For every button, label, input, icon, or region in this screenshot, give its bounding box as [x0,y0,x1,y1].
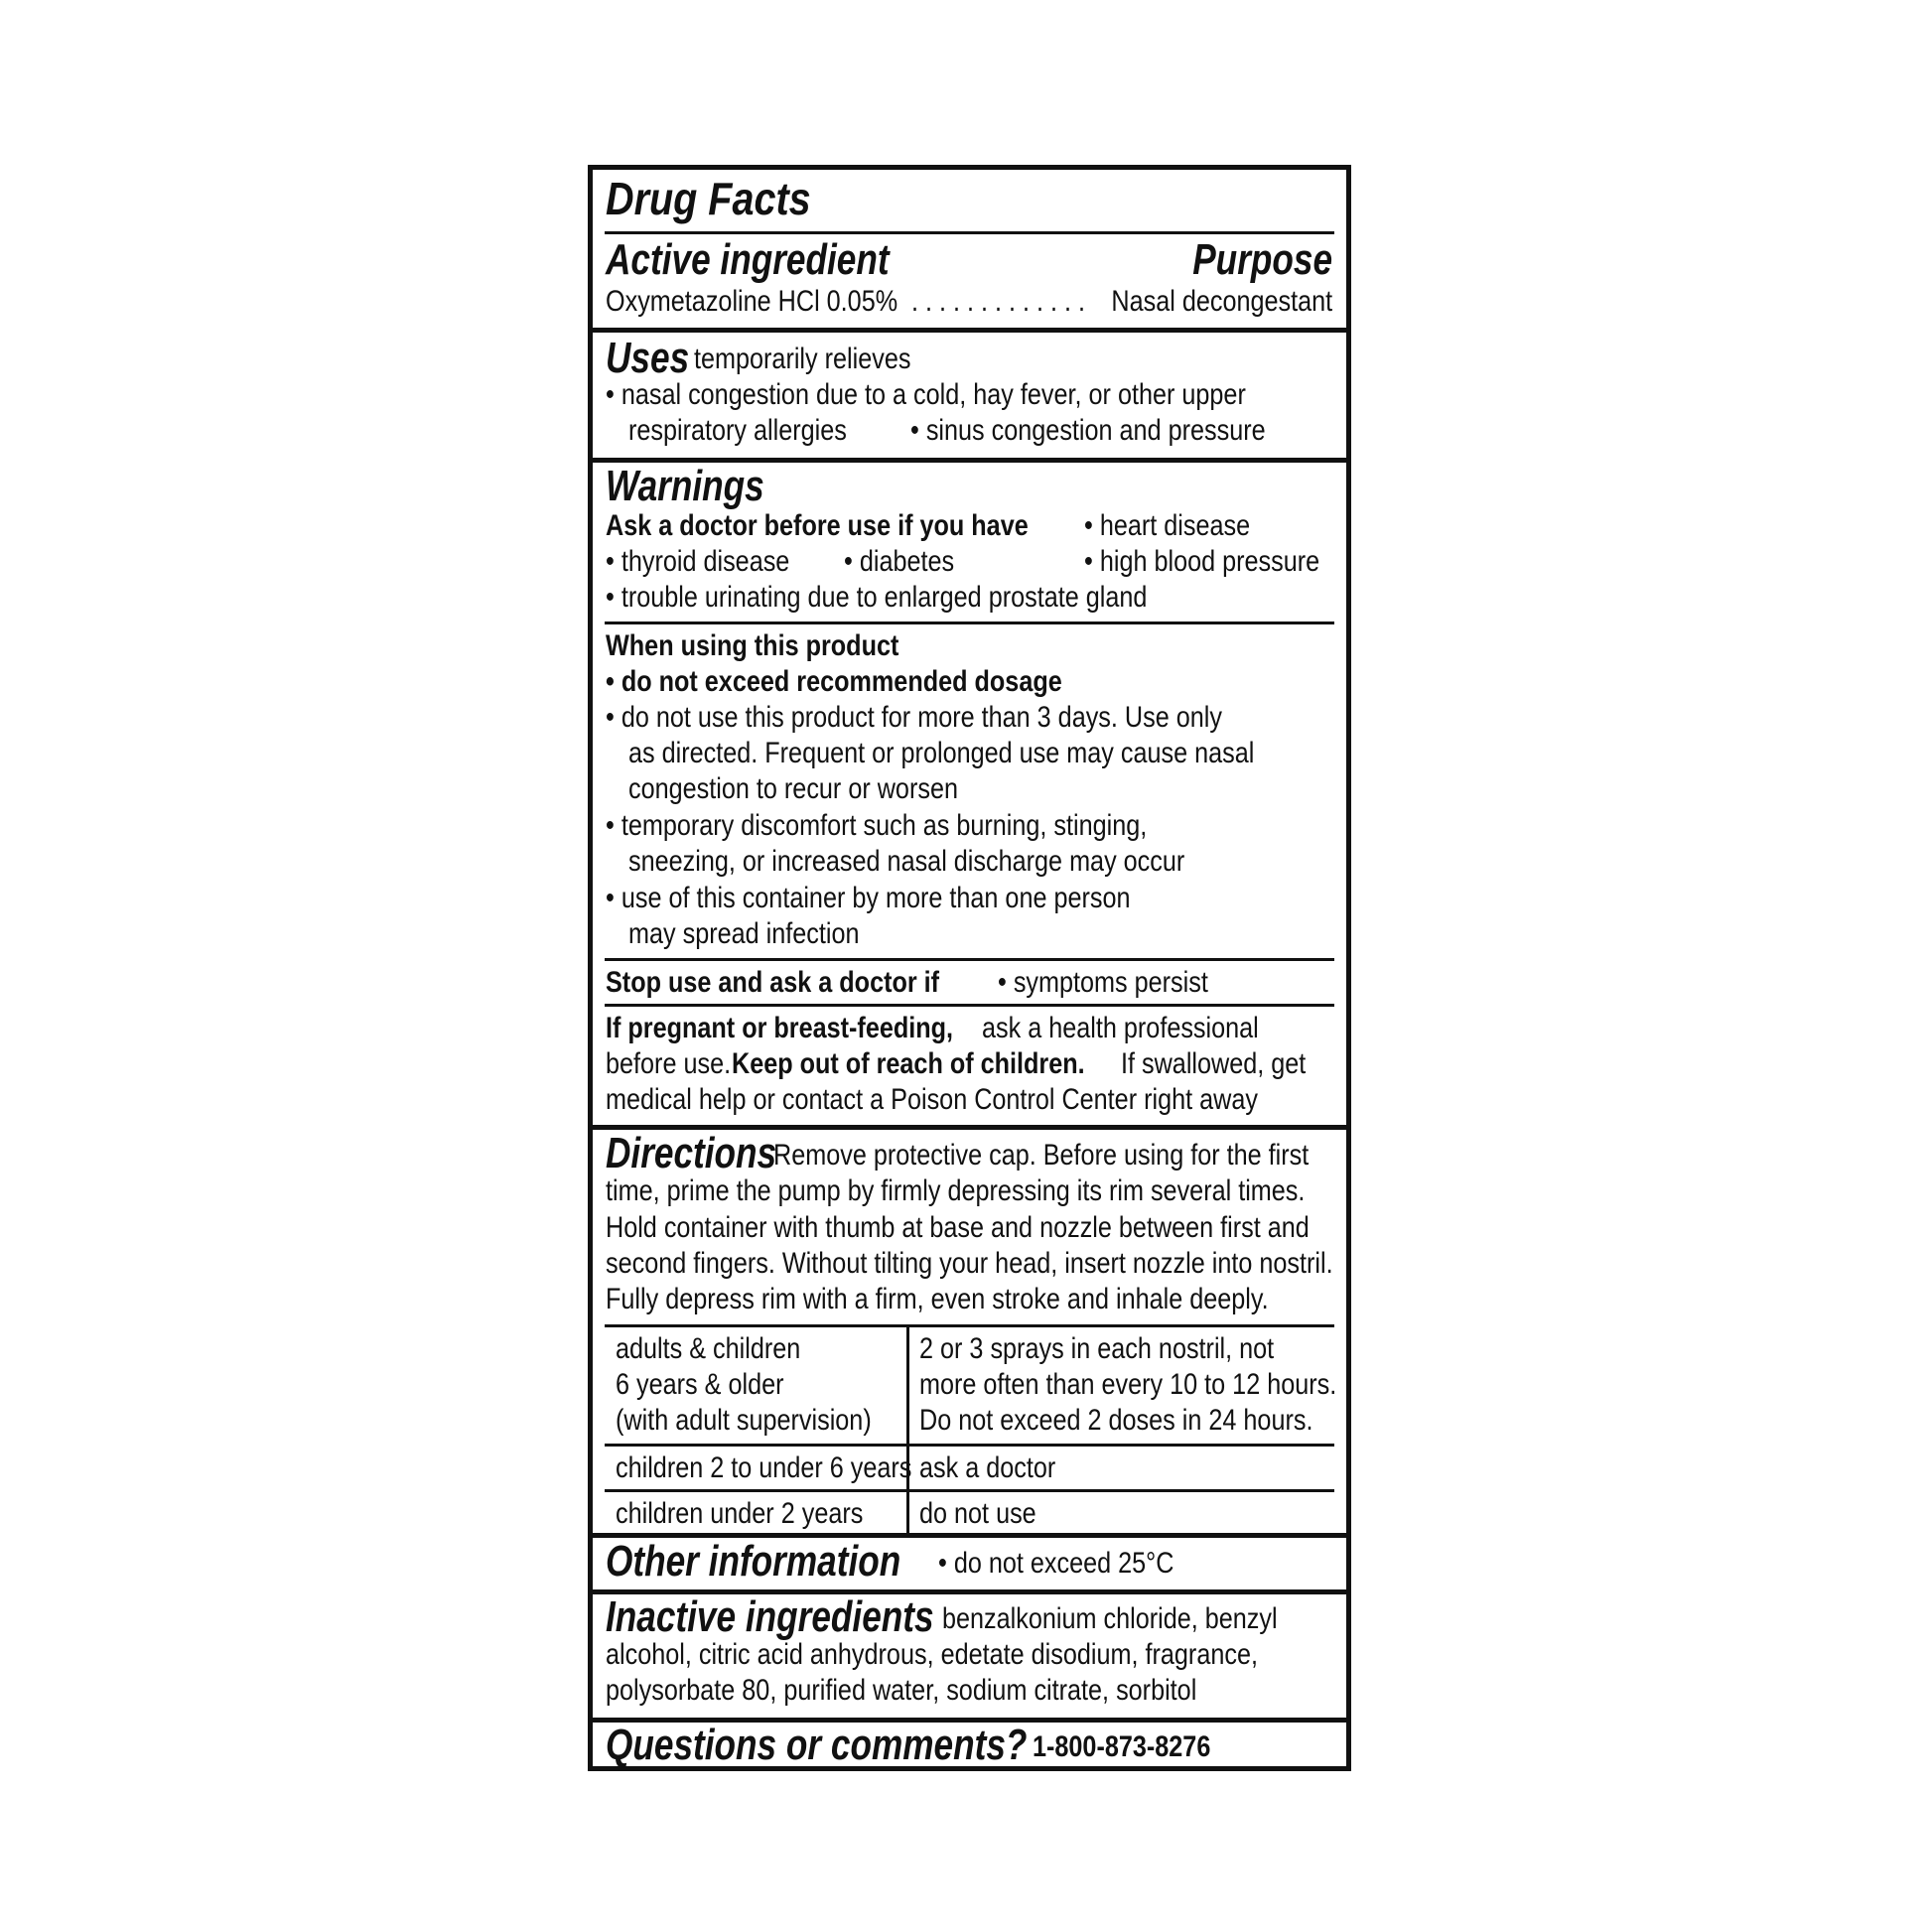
active-divider [593,328,1346,333]
active-ingredient-name: Oxymetazoline HCl 0.05% [606,285,898,318]
title-divider [605,231,1334,234]
when-using-item-2-cont-1: as directed. Frequent or prolonged use may cause nasal [628,737,1255,769]
when-using-item-3-cont: sneezing, or increased nasal discharge may occur [628,845,1185,878]
when-using-item-4-cont: may spread infection [628,917,860,950]
stop-use-heading: Stop use and ask a doctor if [606,966,940,999]
warning-blood-pressure: • high blood pressure [1084,545,1320,578]
warning-diabetes: • diabetes [844,545,955,578]
uses-item-1-cont: respiratory allergies [628,414,847,447]
questions-phone: 1-800-873-8276 [1033,1730,1211,1763]
ask-doctor-heading: Ask a doctor before use if you have [606,509,1029,542]
purpose-heading: Purpose [1192,235,1332,284]
directions-line-1: Remove protective cap. Before using for the first [773,1139,1310,1172]
directions-line-2: time, prime the pump by firmly depressing its rim several times. [606,1174,1306,1207]
when-using-heading: When using this product [606,629,899,662]
inactive-ingredients-line-3: polysorbate 80, purified water, sodium citrate, sorbitol [606,1674,1197,1707]
keep-out-of-reach: Keep out of reach of children. [732,1047,1085,1080]
inactive-ingredients-heading: Inactive ingredients [606,1592,934,1641]
when-using-item-1: • do not exceed recommended dosage [606,665,1062,698]
inactive-ingredients-line-1: benzalkonium chloride, benzyl [942,1602,1278,1635]
dosage-row-1-dose-1: 2 or 3 sprays in each nostril, not [919,1332,1275,1365]
swallowed-text: If swallowed, get [1121,1047,1307,1080]
directions-line-3: Hold container with thumb at base and nozzle between first and [606,1211,1310,1244]
warnings-divider-1 [605,621,1334,624]
warning-heart-disease: • heart disease [1084,509,1251,542]
active-ingredient-purpose: Nasal decongestant [1111,285,1332,318]
dosage-row-2-dose: ask a doctor [919,1451,1056,1484]
active-ingredient-leader: . . . . . . . . . . . . . [911,285,1086,318]
uses-item-2: • sinus congestion and pressure [910,414,1266,447]
uses-item-1: • nasal congestion due to a cold, hay fever, or other upper [606,378,1246,411]
dosage-row-1-age-2: 6 years & older [616,1368,784,1401]
uses-intro: temporarily relieves [694,343,911,375]
warnings-divider-2 [605,958,1334,961]
when-using-item-2: • do not use this product for more than 3 days. Use only [606,701,1222,734]
dosage-table-column-divider [906,1324,909,1533]
when-using-item-2-cont-2: congestion to recur or worsen [628,772,958,805]
warning-prostate: • trouble urinating due to enlarged prostate gland [606,581,1148,614]
warnings-heading: Warnings [606,462,764,510]
other-information-item: • do not exceed 25°C [938,1547,1174,1580]
pregnant-heading: If pregnant or breast-feeding, [606,1012,954,1044]
dosage-row-1-age-3: (with adult supervision) [616,1404,872,1437]
warning-thyroid: • thyroid disease [606,545,790,578]
directions-line-5: Fully depress rim with a firm, even stroke and inhale deeply. [606,1283,1269,1315]
pregnant-text: ask a health professional [982,1012,1259,1044]
dosage-row-3-dose: do not use [919,1497,1036,1530]
dosage-row-divider-2 [605,1489,1334,1492]
when-using-item-4: • use of this container by more than one person [606,882,1131,914]
before-use-text: before use. [606,1047,732,1080]
dosage-row-2-age: children 2 to under 6 years [616,1451,912,1484]
drug-facts-panel [588,165,1351,1771]
stop-use-item: • symptoms persist [998,966,1208,999]
dosage-row-1-age-1: adults & children [616,1332,801,1365]
warnings-divider-3 [605,1004,1334,1007]
directions-heading: Directions [606,1129,777,1177]
dosage-row-1-dose-2: more often than every 10 to 12 hours. [919,1368,1337,1401]
questions-heading: Questions or comments? [606,1721,1028,1769]
dosage-row-1-dose-3: Do not exceed 2 doses in 24 hours. [919,1404,1313,1437]
drug-facts-title: Drug Facts [606,173,811,224]
active-ingredient-heading: Active ingredient [606,235,890,284]
other-information-heading: Other information [606,1537,901,1586]
directions-line-4: second fingers. Without tilting your head, insert nozzle into nostril. [606,1247,1333,1280]
dosage-table-top [605,1324,1334,1327]
inactive-ingredients-line-2: alcohol, citric acid anhydrous, edetate disodium, fragrance, [606,1638,1258,1671]
dosage-row-3-age: children under 2 years [616,1497,864,1530]
dosage-row-divider-1 [605,1444,1334,1447]
when-using-item-3: • temporary discomfort such as burning, stinging, [606,809,1148,842]
medical-help-text: medical help or contact a Poison Control Center right away [606,1083,1258,1116]
uses-heading: Uses [606,334,690,382]
